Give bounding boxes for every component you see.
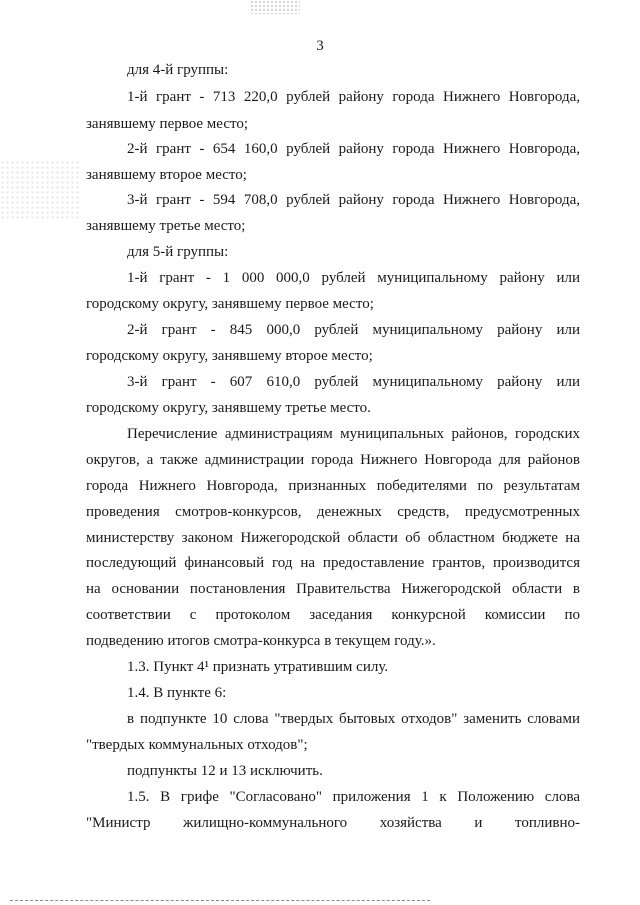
text-line: для 4-й группы: bbox=[127, 62, 229, 78]
text-line: занявшему первое место; bbox=[86, 116, 249, 132]
text-line: городскому округу, занявшему первое место; bbox=[86, 296, 374, 312]
text-line: "твердых коммунальных отходов"; bbox=[86, 737, 308, 753]
text-line: 3-й грант - 607 610,0 рублей муниципальному району или bbox=[127, 374, 580, 390]
text-line: Перечисление администрациям муниципальных районов, городских bbox=[127, 426, 580, 442]
text-line: проведения смотров-конкурсов, денежных средств, предусмотренных bbox=[86, 504, 580, 520]
text-line: на основании постановления Правительства Нижегородской области в bbox=[86, 581, 580, 597]
text-line: подпункты 12 и 13 исключить. bbox=[127, 763, 323, 779]
text-line: 1-й грант - 1 000 000,0 рублей муниципальному району или bbox=[127, 270, 580, 286]
scan-artifact bbox=[10, 900, 430, 902]
text-line: занявшему третье место; bbox=[86, 218, 246, 234]
text-line: 1.3. Пункт 4¹ признать утратившим силу. bbox=[127, 659, 389, 675]
text-line: 2-й грант - 845 000,0 рублей муниципальному району или bbox=[127, 322, 580, 338]
text-line: 1-й грант - 713 220,0 рублей району города Нижнего Новгорода, bbox=[127, 89, 580, 105]
text-line: 1.5. В грифе "Согласовано" приложения 1 к Положению слова bbox=[127, 789, 580, 805]
text-line: для 5-й группы: bbox=[127, 244, 229, 260]
scan-artifact bbox=[250, 0, 300, 14]
text-line: подведению итогов смотра-конкурса в текущем году.». bbox=[86, 633, 436, 649]
text-line: города Нижнего Новгорода, признанных победителями по результатам bbox=[86, 478, 580, 494]
text-line: 1.4. В пункте 6: bbox=[127, 685, 227, 701]
text-line: 3-й грант - 594 708,0 рублей району города Нижнего Новгорода, bbox=[127, 192, 580, 208]
text-line: городскому округу, занявшему третье место. bbox=[86, 400, 371, 416]
text-line: занявшему второе место; bbox=[86, 167, 247, 183]
scan-artifact bbox=[0, 160, 80, 220]
page-number: 3 bbox=[316, 38, 324, 54]
text-line: последующий финансовый год на предоставление грантов, производится bbox=[86, 555, 580, 571]
text-line: в подпункте 10 слова "твердых бытовых отходов" заменить словами bbox=[127, 711, 580, 727]
text-line: городскому округу, занявшему второе место; bbox=[86, 348, 373, 364]
text-line: округов, а также администрации города Нижнего Новгорода для районов bbox=[86, 452, 580, 468]
text-line: "Министр жилищно-коммунального хозяйства и топливно- bbox=[86, 815, 580, 831]
text-line: министерству законом Нижегородской области об областном бюджете на bbox=[86, 530, 580, 546]
text-line: соответствии с протоколом заседания конкурсной комиссии по bbox=[86, 607, 580, 623]
text-line: 2-й грант - 654 160,0 рублей району города Нижнего Новгорода, bbox=[127, 141, 580, 157]
